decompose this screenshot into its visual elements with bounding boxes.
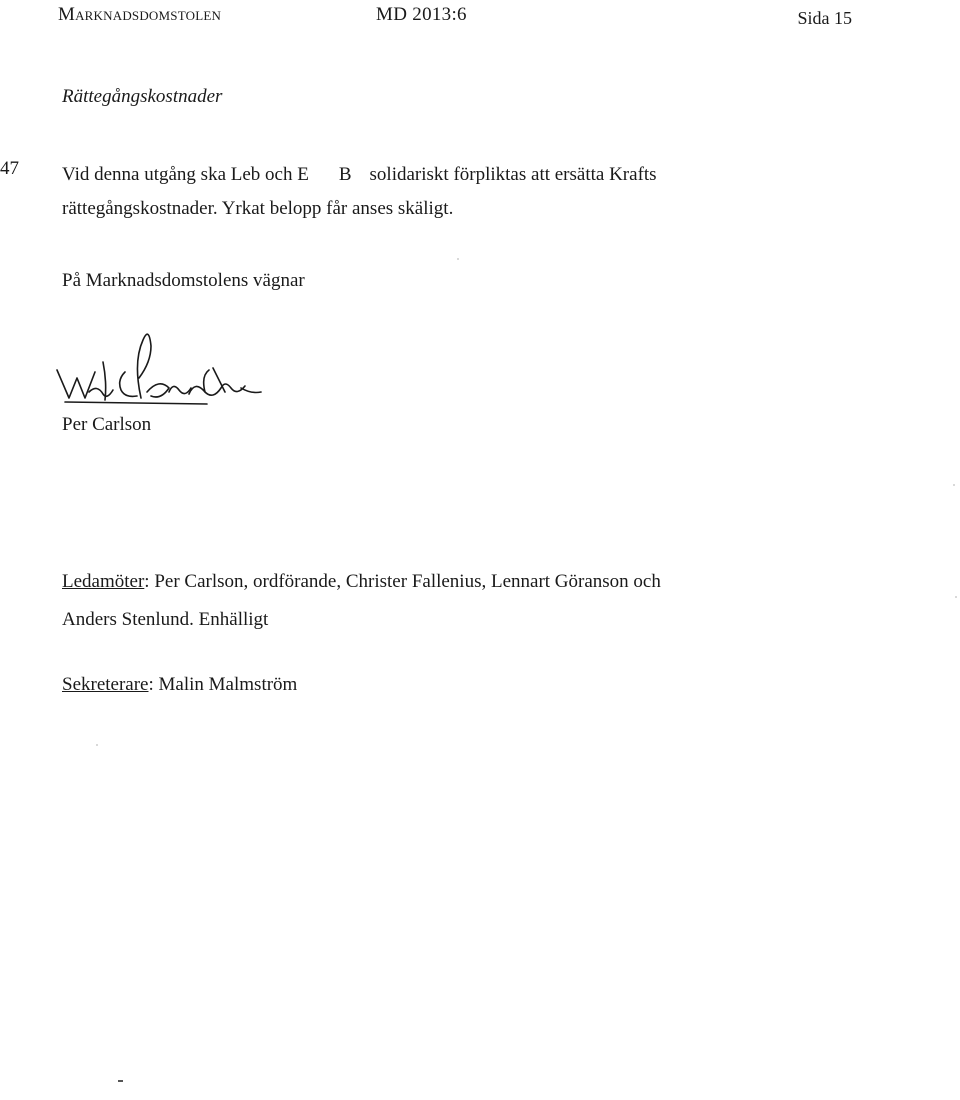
section-heading: Rättegångskostnader [62, 86, 223, 107]
members-line-1 [62, 563, 862, 601]
scan-artifact [953, 484, 955, 486]
paragraph-number: 47 [0, 158, 19, 179]
members-label: Ledamöter [62, 571, 145, 592]
handwritten-signature [55, 322, 270, 422]
page-header [58, 4, 852, 30]
paragraph-line-1-part-3: solidariskt förpliktas att ersätta Krafts [369, 164, 657, 185]
members-line-2: Anders Stenlund. Enhälligt [62, 609, 269, 630]
case-number: MD 2013:6 [376, 4, 467, 25]
scan-artifact [96, 744, 98, 746]
on-behalf-text: På Marknadsdomstolens vägnar [62, 270, 305, 291]
secretary-label: Sekreterare [62, 674, 149, 695]
paragraph-text [62, 158, 842, 226]
secretary-name: : Malin Malmström [148, 674, 298, 695]
signer-name: Per Carlson [62, 414, 152, 435]
scan-artifact [118, 1080, 123, 1082]
members-block [62, 563, 862, 639]
page-number: Sida 15 [797, 8, 852, 28]
paragraph-line-1-part-2: B [338, 164, 352, 185]
paragraph-line-1-part-1: Vid denna utgång ska Leb och E [62, 164, 309, 185]
scan-artifact [457, 258, 459, 260]
paragraph-line-1 [62, 158, 842, 192]
secretary-line [62, 674, 297, 696]
court-name: Marknadsdomstolen [58, 4, 222, 25]
paragraph-line-2: rättegångskostnader. Yrkat belopp får anses skäligt. [62, 198, 454, 219]
members-line-1-text: : Per Carlson, ordförande, Christer Fallenius, Lennart Göranson och [144, 571, 661, 592]
scan-artifact [955, 596, 957, 598]
